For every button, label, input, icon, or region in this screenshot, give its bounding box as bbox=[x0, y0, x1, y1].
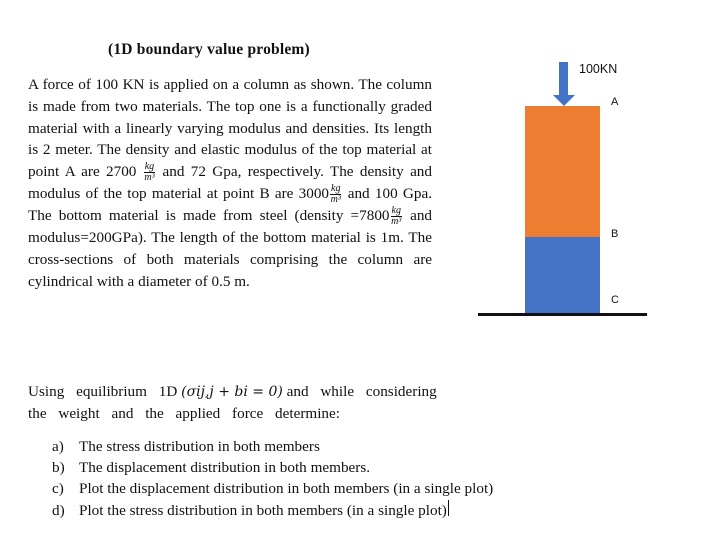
equilibrium-trail: and while considering the weight and the applied force determine: bbox=[28, 383, 437, 422]
problem-text-3: and 100 Gpa. The bottom material is made from steel (density =7800 bbox=[28, 185, 432, 225]
point-c-label: C bbox=[611, 294, 619, 306]
ground-line bbox=[478, 313, 647, 316]
unit-kg-per-m3: $\frac{kg}{\text{m³}}$ bbox=[391, 205, 402, 228]
column-diagram bbox=[470, 50, 650, 330]
problem-text-4: and modulus=200GPa). The length of the bottom material is 1m. The cross-sections of both materials comprising the column are cylindrical with a diameter of 0.5 m. bbox=[28, 207, 433, 290]
equilibrium-instruction bbox=[28, 381, 438, 424]
task-list bbox=[52, 436, 493, 521]
problem-text-2: and 72 Gpa, respectively. The density and modulus of the top material at point B are 3000 bbox=[28, 163, 432, 203]
list-item: b) The displacement distribution in both members. bbox=[52, 459, 371, 477]
list-item: d) Plot the stress distribution in both members (in a single plot) bbox=[52, 501, 447, 519]
problem-title: (1D boundary value problem) bbox=[108, 41, 310, 58]
force-label: 100KN bbox=[579, 62, 618, 76]
problem-text-1: A force of 100 KN is applied on a column as shown. The column is made from two materials. The top one is a functionally graded material with a linearly varying modulus and densities. Its length is 2 meter. The density and elastic modulus of the top material at point A are 2700 bbox=[28, 76, 432, 181]
force-arrow-shaft bbox=[559, 62, 568, 97]
top-material-block bbox=[525, 106, 600, 237]
list-item: a) The stress distribution in both members bbox=[52, 438, 320, 455]
force-arrow-head bbox=[553, 95, 575, 106]
point-b-label: B bbox=[611, 228, 619, 240]
point-a-label: A bbox=[611, 96, 619, 108]
unit-kg-per-m3: $\frac{kg}{\text{m³}}$ bbox=[330, 183, 341, 206]
equilibrium-equation: (σij,j + bi = 0) bbox=[181, 384, 283, 400]
list-item: c) Plot the displacement distribution in both members (in a single plot) bbox=[52, 480, 494, 498]
unit-kg-per-m3: $\frac{kg}{\text{m³}}$ bbox=[144, 161, 155, 184]
text-cursor bbox=[448, 500, 449, 516]
bottom-material-block bbox=[525, 237, 600, 313]
problem-statement bbox=[28, 74, 432, 293]
equilibrium-lead: Using equilibrium 1D bbox=[28, 383, 178, 400]
